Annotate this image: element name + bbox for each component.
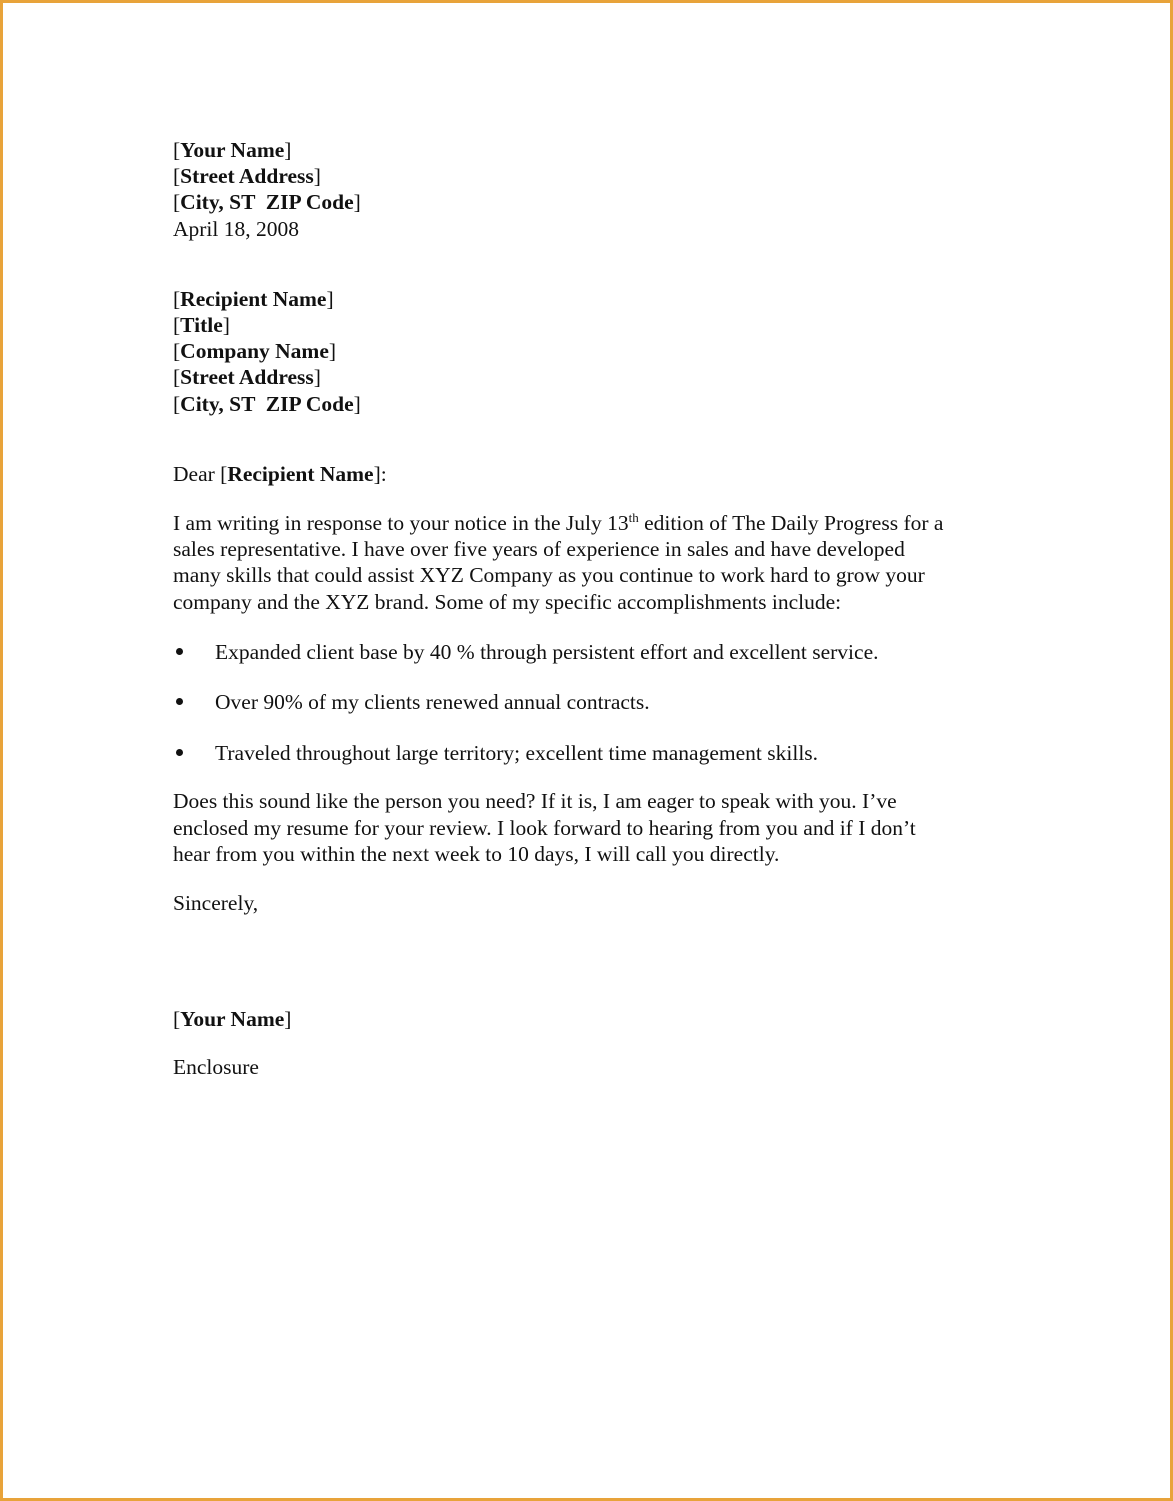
letter-date: April 18, 2008 bbox=[173, 216, 300, 241]
list-item: Expanded client base by 40 % through persistent effort and excellent service. bbox=[173, 639, 1033, 665]
intro-paragraph bbox=[173, 510, 1033, 615]
recipient-title: [Title] bbox=[173, 313, 230, 338]
bullet-icon bbox=[176, 749, 183, 756]
recipient-name: [Recipient Name] bbox=[173, 286, 334, 311]
bullet-icon bbox=[176, 698, 183, 705]
salutation: Dear [Recipient Name]: bbox=[173, 461, 387, 486]
signature-name: [Your Name] bbox=[173, 1007, 292, 1032]
recipient-block bbox=[173, 286, 1033, 417]
closing-paragraph bbox=[173, 788, 1033, 867]
intro-line-1: I am writing in response to your notice in the July 13th edition of The Daily Progress for a bbox=[173, 509, 944, 536]
sign-off: Sincerely, bbox=[173, 890, 259, 915]
sender-name: [Your Name] bbox=[173, 138, 292, 162]
list-item: Over 90% of my clients renewed annual contracts. bbox=[173, 689, 1033, 715]
recipient-city: [City, ST ZIP Code] bbox=[173, 391, 361, 416]
intro-line-3: many skills that could assist XYZ Company as you continue to work hard to grow your bbox=[173, 563, 925, 588]
closing-line-3: hear from you within the next week to 10 days, I will call you directly. bbox=[173, 841, 780, 866]
intro-line-2: sales representative. I have over five years of experience in sales and have developed bbox=[173, 537, 905, 562]
intro-line-4: company and the XYZ brand. Some of my specific accomplishments include: bbox=[173, 589, 842, 614]
list-item: Traveled throughout large territory; excellent time management skills. bbox=[173, 740, 1033, 766]
recipient-street: [Street Address] bbox=[173, 365, 321, 390]
enclosure-note: Enclosure bbox=[173, 1055, 259, 1080]
sender-block bbox=[173, 137, 1033, 242]
recipient-company: [Company Name] bbox=[173, 339, 337, 364]
bullet-icon bbox=[176, 648, 183, 655]
sender-street: [Street Address] bbox=[173, 164, 321, 189]
sender-city: [City, ST ZIP Code] bbox=[173, 190, 361, 215]
letter-content bbox=[173, 137, 1033, 1081]
closing-line-2: enclosed my resume for your review. I look forward to hearing from you and if I don’t bbox=[173, 815, 916, 840]
accomplishments-list bbox=[173, 639, 1033, 766]
closing-line-1: Does this sound like the person you need? If it is, I am eager to speak with you. I’ve bbox=[173, 789, 897, 814]
